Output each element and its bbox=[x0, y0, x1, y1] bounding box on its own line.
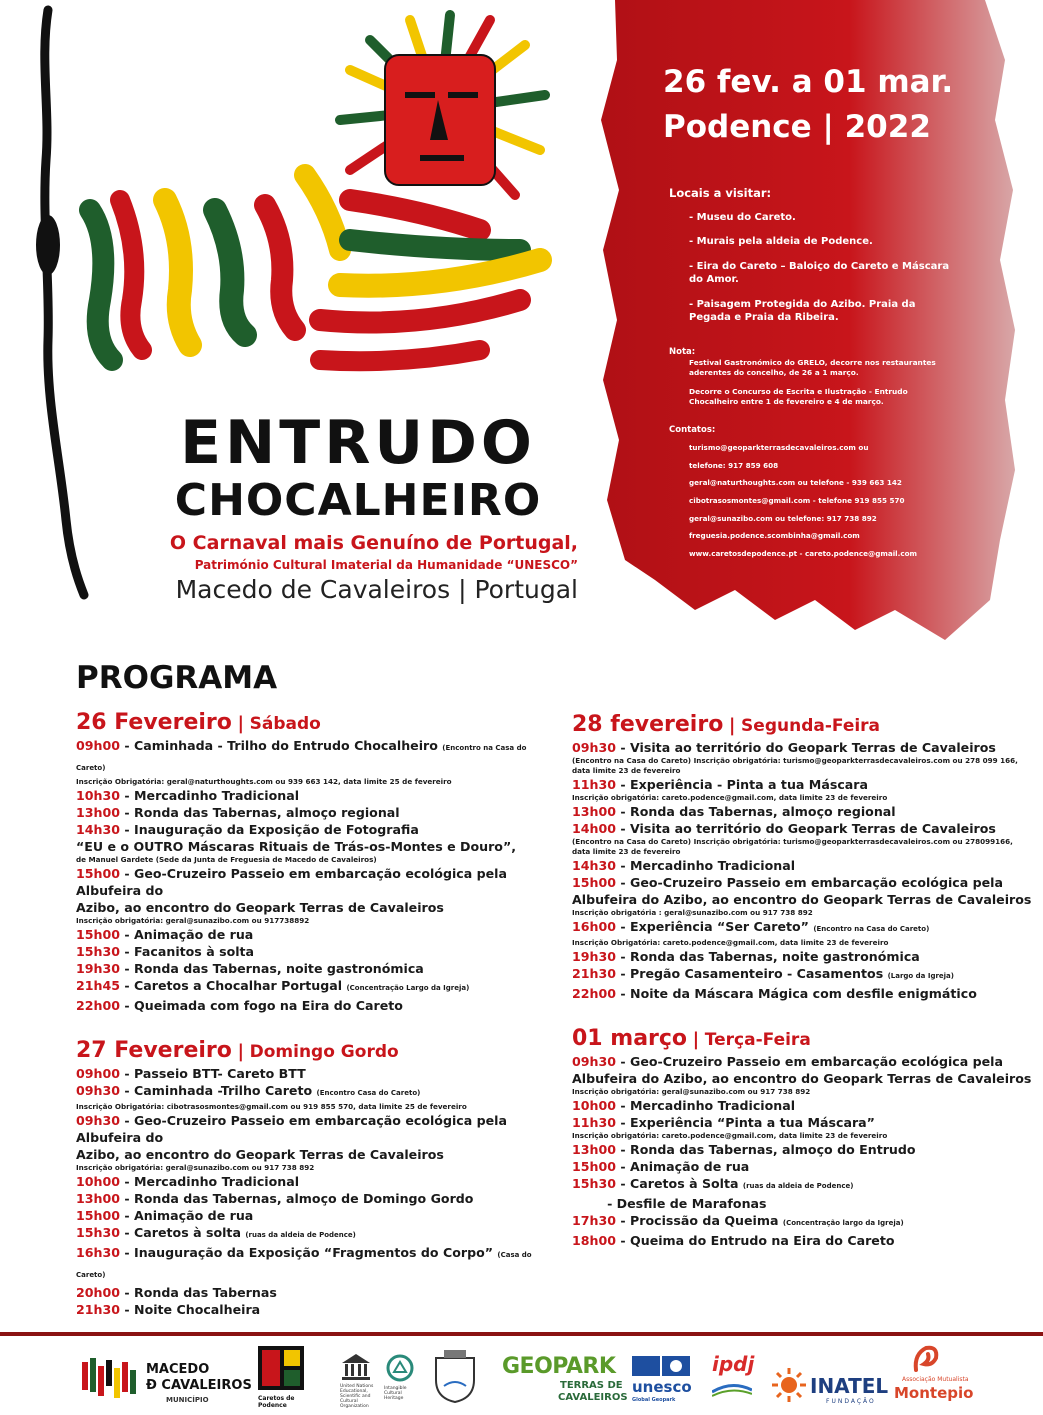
event-line bbox=[572, 820, 1032, 837]
event-line bbox=[572, 776, 1032, 793]
event-line bbox=[76, 1082, 546, 1102]
event-time: 15h00 bbox=[76, 1208, 121, 1223]
event-time: 22h00 bbox=[572, 986, 617, 1001]
costume-fringe bbox=[90, 175, 540, 361]
event-location: (Largo da Igreja) bbox=[887, 972, 954, 980]
day-name: Domingo Gordo bbox=[249, 1042, 399, 1062]
event-line bbox=[572, 1114, 1032, 1131]
macedo-line2: Đ CAVALEIROS bbox=[146, 1378, 252, 1393]
event-line bbox=[76, 1065, 546, 1082]
event-line bbox=[76, 977, 546, 997]
event-text: - Animação de rua bbox=[616, 1159, 750, 1174]
event-line bbox=[76, 1301, 546, 1318]
event-text: - Mercadinho Tradicional bbox=[120, 788, 300, 803]
nota-item: Festival Gastronómico do GRELO, decorre nos restaurantes aderentes do concelho, de 26 a 1 março. bbox=[689, 357, 936, 378]
event-text: - Caminhada -Trilho Careto bbox=[120, 1083, 317, 1098]
event-text: - Geo-Cruzeiro Passeio em embarcação ecológica pela Albufeira do bbox=[76, 1113, 507, 1145]
event-registration: Inscrição obrigatória : geral@sunazibo.com ou 917 738 892 bbox=[572, 908, 813, 917]
ich-heritage-icon bbox=[386, 1354, 414, 1382]
event-time: 09h30 bbox=[76, 1083, 121, 1098]
event-registration: Inscrição Obrigatória: careto.podence@gmail.com, data limite 23 de fevereiro bbox=[572, 938, 889, 947]
ich-small-label: Intangible Cultural Heritage bbox=[384, 1386, 407, 1401]
footer-rule bbox=[0, 1330, 1043, 1338]
event-line bbox=[572, 965, 1032, 985]
event-text: - Geo-Cruzeiro Passeio em embarcação ecológica pela Albufeira do bbox=[76, 866, 507, 898]
macedo-line3: MUNICÍPIO bbox=[166, 1396, 209, 1404]
event-text: - Visita ao território do Geopark Terras de Cavaleiros bbox=[616, 740, 996, 755]
event-time: 15h00 bbox=[76, 866, 121, 881]
event-time: 16h30 bbox=[76, 1245, 121, 1260]
event-line bbox=[76, 865, 546, 899]
subtitle-location: Macedo de Cavaleiros | Portugal bbox=[175, 575, 578, 604]
event-line bbox=[572, 1053, 1032, 1070]
event-line bbox=[76, 1173, 546, 1190]
event-text: - Geo-Cruzeiro Passeio em embarcação ecológica pela bbox=[616, 875, 1003, 890]
inatel-wordmark: INATEL bbox=[810, 1374, 889, 1398]
locais-item: - Murais pela aldeia de Podence. bbox=[689, 236, 873, 248]
event-text: - Animação de rua bbox=[120, 927, 254, 942]
event-text: - Ronda das Tabernas, noite gastronómica bbox=[120, 961, 424, 976]
event-line bbox=[76, 943, 546, 960]
event-line bbox=[76, 1112, 546, 1146]
event-registration: (Encontro na Casa do Careto) Inscrição obrigatória: turismo@geoparkterrasdecavaleiros.com ou 278 099 166, data limite 23 de fevereiro bbox=[572, 756, 1018, 775]
event-line bbox=[76, 1244, 546, 1284]
event-text: - Mercadinho Tradicional bbox=[616, 1098, 796, 1113]
event-text: - Experiência “Pinta a tua Máscara” bbox=[616, 1115, 875, 1130]
event-text: - Animação de rua bbox=[120, 1208, 254, 1223]
event-time: 13h00 bbox=[572, 804, 617, 819]
event-continuation: Albufeira do Azibo, ao encontro do Geopark Terras de Cavaleiros bbox=[572, 892, 1032, 907]
unesco-wordmark: unesco bbox=[632, 1378, 692, 1396]
event-time: 19h30 bbox=[76, 961, 121, 976]
event-location: (ruas da aldeia de Podence) bbox=[742, 1182, 854, 1190]
event-line bbox=[572, 1212, 1032, 1232]
event-registration: (Encontro na Casa do Careto) Inscrição obrigatória: turismo@geoparkterrasdecavaleiros.com ou 278099166, data limite 23 de fevereiro bbox=[572, 837, 1013, 856]
event-continuation: Azibo, ao encontro do Geopark Terras de Cavaleiros bbox=[76, 1147, 444, 1162]
event-time: 11h30 bbox=[572, 1115, 617, 1130]
event-continuation: “EU e o OUTRO Máscaras Rituais de Trás-os-Montes e Douro”, bbox=[76, 839, 517, 854]
event-text: - Mercadinho Tradicional bbox=[616, 858, 796, 873]
day-heading bbox=[76, 1038, 546, 1063]
event-text: - Caretos a Chocalhar Portugal bbox=[120, 978, 347, 993]
event-location: (Concentração Largo da Igreja) bbox=[346, 984, 470, 992]
event-line bbox=[572, 1141, 1032, 1158]
event-location: (Encontro Casa do Careto) bbox=[316, 1089, 421, 1097]
event-time: 22h00 bbox=[76, 998, 121, 1013]
unesco-small-label: United Nations Educational, Scientific and Cultural Organization bbox=[340, 1384, 374, 1409]
event-time: 10h00 bbox=[572, 1098, 617, 1113]
locais-item: - Paisagem Protegida do Azibo. Praia da Pegada e Praia da Ribeira. bbox=[689, 298, 916, 324]
event-line bbox=[572, 1232, 1032, 1249]
event-dates: 26 fev. a 01 mar. bbox=[663, 64, 954, 100]
event-location: (Concentração largo da Igreja) bbox=[782, 1219, 904, 1227]
event-time: 09h00 bbox=[76, 1066, 121, 1081]
day-block bbox=[76, 1038, 546, 1318]
event-registration: Inscrição obrigatória: geral@sunazibo.com ou 917 738 892 bbox=[76, 1163, 315, 1172]
event-line bbox=[76, 1207, 546, 1224]
day-sep: | bbox=[728, 715, 736, 736]
event-place: Podence | 2022 bbox=[663, 109, 931, 145]
event-time: 21h45 bbox=[76, 978, 121, 993]
event-line bbox=[76, 804, 546, 821]
day-date: 26 Fevereiro bbox=[76, 710, 232, 735]
event-line bbox=[572, 739, 1032, 756]
event-line bbox=[76, 1224, 546, 1244]
event-continuation: Albufeira do Azibo, ao encontro do Geopark Terras de Cavaleiros bbox=[572, 1071, 1032, 1086]
event-text: - Ronda das Tabernas, noite gastronómica bbox=[616, 949, 920, 964]
event-time: 09h30 bbox=[76, 1113, 121, 1128]
programa-heading: PROGRAMA bbox=[76, 660, 278, 696]
event-time: 14h00 bbox=[572, 821, 617, 836]
montepio-wordmark: Montepio bbox=[894, 1384, 974, 1402]
subtitle-patrimonio: Património Cultural Imaterial da Humanidade “UNESCO” bbox=[194, 558, 578, 572]
event-registration: Inscrição obrigatória: geral@sunazibo.com ou 917738892 bbox=[76, 916, 310, 925]
event-text: - Ronda das Tabernas, almoço do Entrudo bbox=[616, 1142, 916, 1157]
event-time: 18h00 bbox=[572, 1233, 617, 1248]
event-line bbox=[76, 737, 546, 777]
nota-heading: Nota: bbox=[669, 346, 696, 357]
day-heading bbox=[76, 710, 546, 735]
day-name: Sábado bbox=[249, 714, 321, 734]
event-time: 09h00 bbox=[76, 738, 121, 753]
event-time: 09h30 bbox=[572, 740, 617, 755]
event-text: - Ronda das Tabernas, almoço regional bbox=[120, 805, 400, 820]
day-sep: | bbox=[692, 1029, 700, 1050]
event-time: 10h30 bbox=[76, 788, 121, 803]
inatel-sun-icon bbox=[772, 1368, 806, 1402]
event-text: - Noite da Máscara Mágica com desfile enigmático bbox=[616, 986, 977, 1001]
event-time: 13h00 bbox=[572, 1142, 617, 1157]
unesco-temple-icon bbox=[342, 1354, 370, 1380]
event-time: 14h30 bbox=[76, 822, 121, 837]
event-line bbox=[76, 1284, 546, 1301]
event-line bbox=[76, 1190, 546, 1207]
montepio-small-label: Associação Mutualista bbox=[902, 1376, 969, 1383]
event-time: 09h30 bbox=[572, 1054, 617, 1069]
event-time: 15h00 bbox=[572, 875, 617, 890]
event-time: 21h30 bbox=[572, 966, 617, 981]
event-text: - Passeio BTT- Careto BTT bbox=[120, 1066, 306, 1081]
event-registration: Inscrição obrigatória: geral@sunazibo.com ou 917 738 892 bbox=[572, 1087, 811, 1096]
day-name: Terça-Feira bbox=[704, 1030, 811, 1050]
subtitle-carnaval: O Carnaval mais Genuíno de Portugal, bbox=[169, 532, 578, 554]
event-time: 20h00 bbox=[76, 1285, 121, 1300]
ipdj-swoosh-icon bbox=[712, 1380, 752, 1398]
event-time: 15h00 bbox=[572, 1159, 617, 1174]
event-text: - Noite Chocalheira bbox=[120, 1302, 261, 1317]
day-block bbox=[572, 712, 1032, 1002]
geopark-wordmark: GEOPARK bbox=[502, 1354, 616, 1379]
contact-item: cibotrasosmontes@gmail.com - telefone 919 855 570 bbox=[689, 496, 905, 506]
contact-item: geral@sunazibo.com ou telefone: 917 738 892 bbox=[689, 513, 877, 523]
event-time: 21h30 bbox=[76, 1302, 121, 1317]
event-text: - Experiência “Ser Careto” bbox=[616, 919, 814, 934]
montepio-pelican-icon bbox=[910, 1344, 940, 1374]
event-time: 11h30 bbox=[572, 777, 617, 792]
event-text: - Visita ao território do Geopark Terras de Cavaleiros bbox=[616, 821, 996, 836]
macedo-line1: MACEDO bbox=[146, 1362, 210, 1377]
event-line bbox=[76, 960, 546, 977]
event-time: 13h00 bbox=[76, 805, 121, 820]
event-text: - Inauguração da Exposição de Fotografia bbox=[120, 822, 419, 837]
event-text: - Mercadinho Tradicional bbox=[120, 1174, 300, 1189]
event-registration: Inscrição Obrigatória: cibotrasosmontes@gmail.com ou 919 855 570, data limite 25 de fevereiro bbox=[76, 1102, 467, 1111]
event-text: - Facanitos à solta bbox=[120, 944, 255, 959]
event-continuation: Azibo, ao encontro do Geopark Terras de Cavaleiros bbox=[76, 900, 444, 915]
event-line bbox=[572, 1158, 1032, 1175]
day-heading bbox=[572, 712, 1032, 737]
event-registration: de Manuel Gardete (Sede da Junta de Freguesia de Macedo de Cavaleiros) bbox=[76, 855, 377, 864]
event-time: 15h30 bbox=[572, 1176, 617, 1191]
contact-item: telefone: 917 859 608 bbox=[689, 460, 779, 470]
contact-item: turismo@geoparkterrasdecavaleiros.com ou bbox=[689, 442, 869, 452]
event-text: - Caretos à solta bbox=[120, 1225, 246, 1240]
event-line bbox=[572, 857, 1032, 874]
event-line bbox=[572, 985, 1032, 1002]
event-time: 14h30 bbox=[572, 858, 617, 873]
event-line bbox=[572, 803, 1032, 820]
event-text: - Inauguração da Exposição “Fragmentos do Corpo” bbox=[120, 1245, 498, 1260]
macedo-mosaic-icon bbox=[82, 1356, 140, 1400]
event-location: (ruas da aldeia de Podence) bbox=[245, 1231, 356, 1239]
day-name: Segunda-Feira bbox=[741, 716, 881, 736]
event-line bbox=[76, 926, 546, 943]
day-date: 01 março bbox=[572, 1026, 688, 1051]
title-chocalheiro: CHOCALHEIRO bbox=[174, 475, 542, 526]
event-line bbox=[76, 821, 546, 838]
event-text: - Pregão Casamenteiro - Casamentos bbox=[616, 966, 888, 981]
banner-info bbox=[669, 186, 954, 567]
unesco-geopark-icon bbox=[632, 1356, 690, 1376]
event-location: (Encontro na Casa do Careto) bbox=[813, 925, 930, 933]
event-text: - Caminhada - Trilho do Entrudo Chocalheiro bbox=[120, 738, 443, 753]
event-line bbox=[76, 787, 546, 804]
nota-item: Decorre o Concurso de Escrita e Ilustração - Entrudo Chocalheiro entre 1 de fevereiro e 4 de março. bbox=[689, 386, 908, 407]
event-time: 17h30 bbox=[572, 1213, 617, 1228]
geopark-sub2: CAVALEIROS bbox=[558, 1392, 628, 1403]
locais-heading: Locais a visitar: bbox=[669, 186, 772, 200]
event-time: 15h00 bbox=[76, 927, 121, 942]
event-line bbox=[572, 874, 1032, 891]
event-location: (Casa do Careto) bbox=[76, 1251, 532, 1279]
caretos-label: Caretos de Podence bbox=[258, 1395, 295, 1409]
event-line bbox=[572, 1097, 1032, 1114]
event-line bbox=[572, 948, 1032, 965]
day-heading bbox=[572, 1026, 1032, 1051]
event-registration: Inscrição obrigatória: careto.podence@gmail.com, data limite 23 de fevereiro bbox=[572, 793, 888, 802]
inatel-sub: FUNDAÇÃO bbox=[826, 1398, 876, 1405]
day-sep: | bbox=[237, 713, 245, 734]
contact-item: www.caretosdepodence.pt - careto.podence@gmail.com bbox=[689, 549, 918, 559]
event-text: - Queimada com fogo na Eira do Careto bbox=[120, 998, 403, 1013]
event-location: (Encontro na Casa do Careto) bbox=[76, 744, 527, 772]
event-text: - Procissão da Queima bbox=[616, 1213, 783, 1228]
event-line bbox=[572, 1175, 1032, 1195]
programa-column-left bbox=[76, 710, 546, 1342]
event-time: 15h30 bbox=[76, 944, 121, 959]
event-text: - Queima do Entrudo na Eira do Careto bbox=[616, 1233, 895, 1248]
locais-item: - Museu do Careto. bbox=[689, 211, 796, 223]
info-banner bbox=[595, 0, 1043, 660]
contact-item: freguesia.podence.scombinha@gmail.com bbox=[689, 531, 860, 541]
event-time: 15h30 bbox=[76, 1225, 121, 1240]
ipdj-wordmark: ipdj bbox=[712, 1352, 755, 1376]
event-line bbox=[572, 918, 1032, 938]
event-registration: Inscrição obrigatória: careto.podence@gmail.com, data limite 23 de fevereiro bbox=[572, 1131, 888, 1140]
event-continuation: - Desfile de Marafonas bbox=[572, 1196, 767, 1211]
event-text: - Geo-Cruzeiro Passeio em embarcação ecológica pela bbox=[616, 1054, 1003, 1069]
locais-item: - Eira do Careto – Baloiço do Careto e Máscara do Amor. bbox=[689, 260, 950, 286]
event-text: - Ronda das Tabernas, almoço regional bbox=[616, 804, 896, 819]
event-time: 13h00 bbox=[76, 1191, 121, 1206]
day-block bbox=[572, 1026, 1032, 1249]
sponsor-footer bbox=[0, 1340, 1043, 1415]
caretos-logo-icon bbox=[258, 1346, 304, 1396]
staff-knot bbox=[36, 215, 60, 275]
event-registration: Inscrição Obrigatória: geral@naturthoughts.com ou 939 663 142, data limite 25 de fevereiro bbox=[76, 777, 452, 786]
event-text: - Ronda das Tabernas bbox=[120, 1285, 277, 1300]
day-date: 27 Fevereiro bbox=[76, 1038, 232, 1063]
day-block bbox=[76, 710, 546, 1014]
event-time: 16h00 bbox=[572, 919, 617, 934]
event-line bbox=[76, 997, 546, 1014]
title-entrudo: ENTRUDO bbox=[180, 408, 536, 478]
geopark-sub1: TERRAS DE bbox=[560, 1380, 623, 1391]
title-block bbox=[138, 410, 578, 604]
event-time: 10h00 bbox=[76, 1174, 121, 1189]
event-time: 19h30 bbox=[572, 949, 617, 964]
contact-item: geral@naturthoughts.com ou telefone - 939 663 142 bbox=[689, 478, 902, 488]
contactos-heading: Contatos: bbox=[669, 425, 716, 436]
event-text: - Ronda das Tabernas, almoço de Domingo Gordo bbox=[120, 1191, 474, 1206]
event-text: - Experiência - Pinta a tua Máscara bbox=[616, 777, 868, 792]
day-date: 28 fevereiro bbox=[572, 712, 724, 737]
programa-column-right bbox=[572, 712, 1032, 1273]
day-sep: | bbox=[237, 1041, 245, 1062]
staff bbox=[45, 10, 84, 595]
freguesia-crest-icon bbox=[430, 1350, 480, 1404]
unesco-geopark-label: Global Geopark bbox=[632, 1397, 676, 1403]
event-text: - Caretos à Solta bbox=[616, 1176, 743, 1191]
